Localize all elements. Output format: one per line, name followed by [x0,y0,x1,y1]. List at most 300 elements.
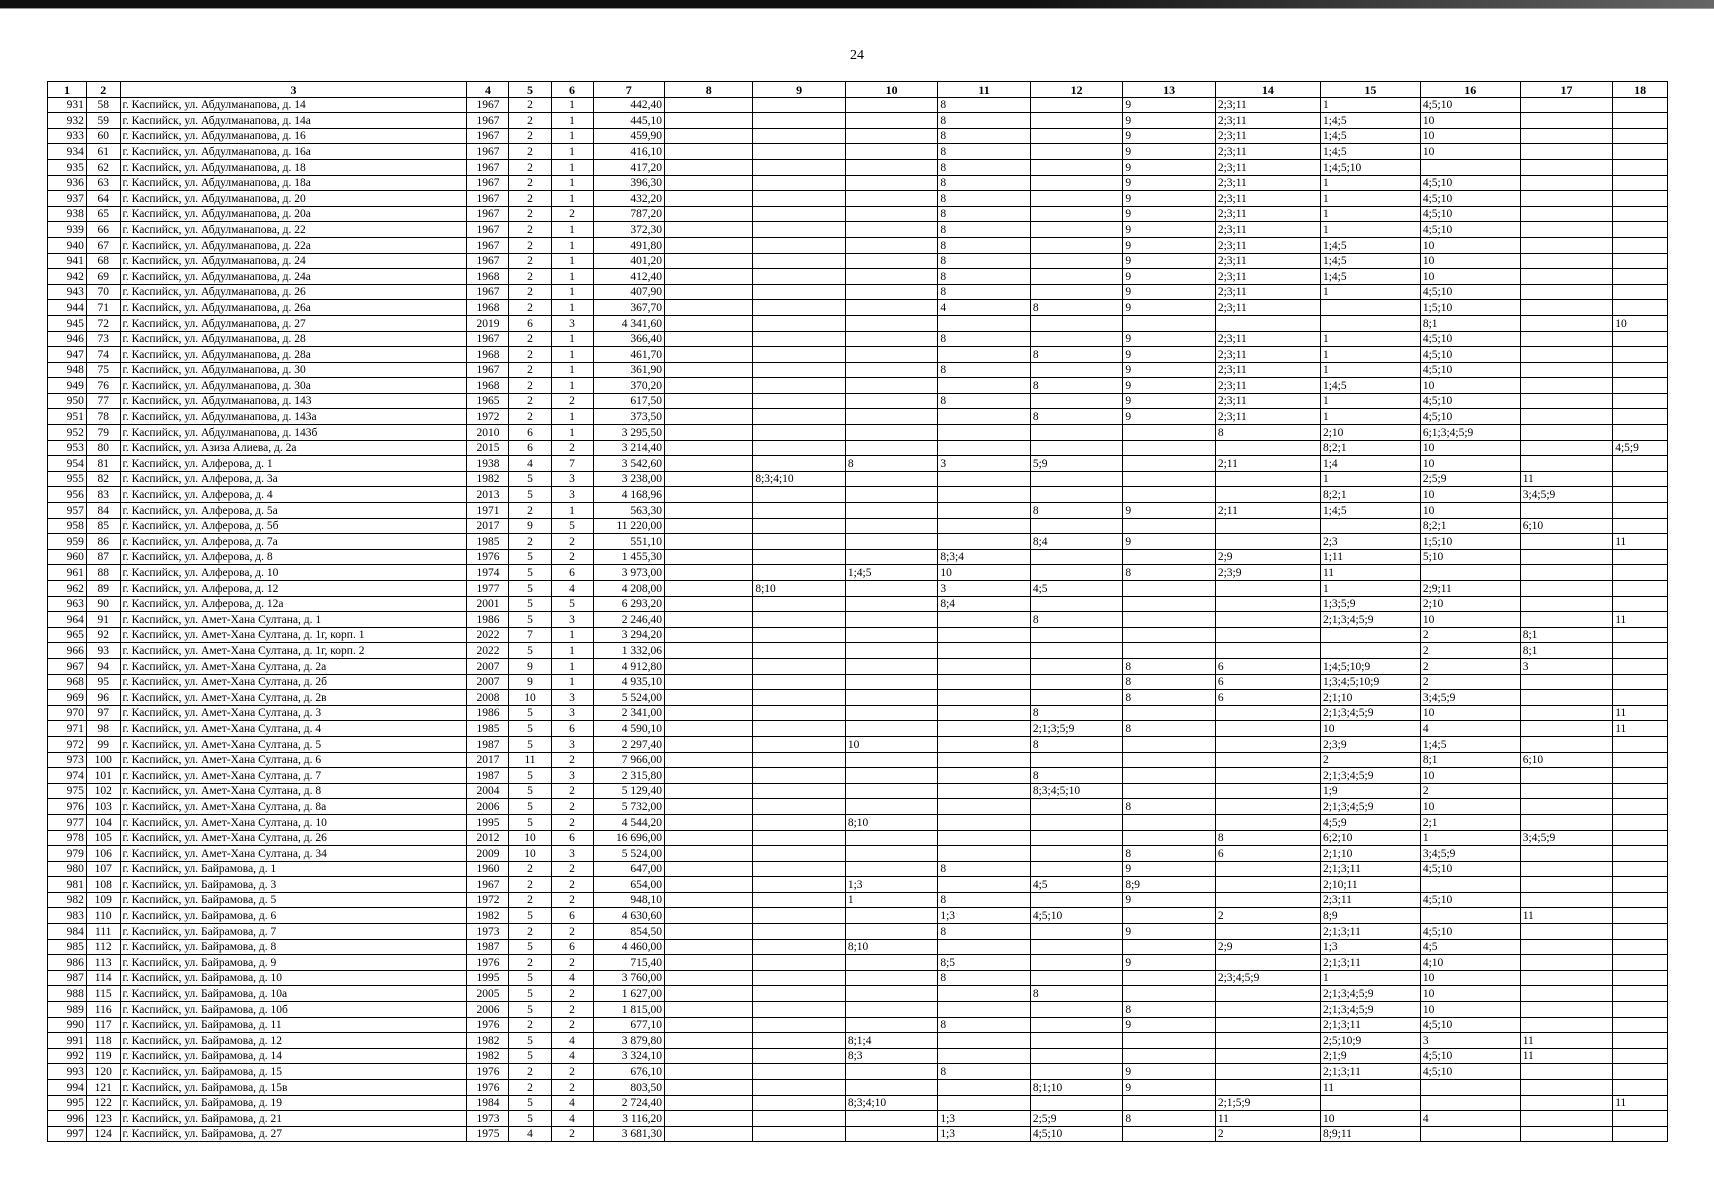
cell-col-14 [1215,627,1320,643]
column-header-11: 11 [938,82,1031,98]
cell-col-13: 9 [1123,861,1216,877]
cell-col-2: 94 [86,658,120,674]
cell-col-8 [665,721,753,737]
cell-col-8 [665,690,753,706]
cell-col-11: 8 [938,393,1031,409]
cell-col-9 [753,877,846,893]
cell-col-3: г. Каспийск, ул. Амет-Хана Султана, д. 1г, корп. 2 [120,643,467,659]
table-row [48,425,1668,441]
cell-col-3: г. Каспийск, ул. Байрамова, д. 5 [120,892,467,908]
cell-col-1: 944 [48,300,87,316]
cell-col-13 [1123,736,1216,752]
cell-col-9 [753,721,846,737]
cell-col-5: 4 [509,1126,551,1142]
cell-col-5: 5 [509,1048,551,1064]
cell-col-14: 2;3;11 [1215,300,1320,316]
cell-col-2: 71 [86,300,120,316]
cell-col-3: г. Каспийск, ул. Амет-Хана Султана, д. 3 [120,705,467,721]
cell-col-14: 6 [1215,658,1320,674]
cell-col-6: 2 [551,440,593,456]
cell-col-7: 787,20 [593,206,664,222]
cell-col-15: 2;1;3;4;5;9 [1320,768,1420,784]
cell-col-4: 2022 [467,627,509,643]
cell-col-14 [1215,986,1320,1002]
cell-col-13 [1123,456,1216,472]
cell-col-2: 76 [86,378,120,394]
cell-col-4: 1972 [467,892,509,908]
cell-col-4: 1938 [467,456,509,472]
cell-col-11: 8;3;4 [938,549,1031,565]
cell-col-10: 8;3;4;10 [845,1095,938,1111]
cell-col-8 [665,128,753,144]
cell-col-15: 1 [1320,191,1420,207]
cell-col-11 [938,768,1031,784]
cell-col-10: 10 [845,736,938,752]
cell-col-10 [845,393,938,409]
cell-col-15: 2;3 [1320,534,1420,550]
cell-col-18 [1613,144,1668,160]
cell-col-14 [1215,1033,1320,1049]
cell-col-11: 8 [938,222,1031,238]
cell-col-18 [1613,846,1668,862]
cell-col-7: 1 815,00 [593,1002,664,1018]
cell-col-2: 108 [86,877,120,893]
cell-col-6: 2 [551,549,593,565]
cell-col-10 [845,253,938,269]
column-header-1: 1 [48,82,87,98]
cell-col-13 [1123,1095,1216,1111]
cell-col-11: 8 [938,284,1031,300]
cell-col-6: 1 [551,674,593,690]
cell-col-15: 1 [1320,362,1420,378]
cell-col-17: 11 [1520,908,1613,924]
cell-col-18 [1613,768,1668,784]
cell-col-13 [1123,705,1216,721]
cell-col-12 [1030,128,1123,144]
cell-col-6: 3 [551,487,593,503]
cell-col-12 [1030,565,1123,581]
cell-col-8 [665,534,753,550]
cell-col-3: г. Каспийск, ул. Алферова, д. 5б [120,518,467,534]
cell-col-1: 942 [48,269,87,285]
cell-col-9 [753,705,846,721]
cell-col-18: 11 [1613,534,1668,550]
cell-col-7: 1 332,06 [593,643,664,659]
cell-col-10: 1;3 [845,877,938,893]
cell-col-3: г. Каспийск, ул. Азиза Алиева, д. 2а [120,440,467,456]
cell-col-5: 4 [509,456,551,472]
cell-col-13: 9 [1123,269,1216,285]
register-table [47,81,1668,1142]
cell-col-17 [1520,939,1613,955]
cell-col-3: г. Каспийск, ул. Абдулманапова, д. 28а [120,347,467,363]
cell-col-17 [1520,861,1613,877]
cell-col-10 [845,674,938,690]
cell-col-8 [665,596,753,612]
cell-col-16: 4 [1420,721,1520,737]
cell-col-18 [1613,191,1668,207]
cell-col-18 [1613,113,1668,129]
cell-col-16: 4;5 [1420,939,1520,955]
cell-col-2: 85 [86,518,120,534]
cell-col-14 [1215,752,1320,768]
cell-col-17: 8;1 [1520,643,1613,659]
cell-col-11 [938,612,1031,628]
cell-col-18 [1613,877,1668,893]
cell-col-6: 4 [551,581,593,597]
cell-col-7: 563,30 [593,503,664,519]
cell-col-16 [1420,908,1520,924]
cell-col-18 [1613,128,1668,144]
cell-col-11: 8 [938,144,1031,160]
cell-col-9 [753,1017,846,1033]
cell-col-14 [1215,736,1320,752]
table-row [48,565,1668,581]
cell-col-9 [753,347,846,363]
cell-col-2: 100 [86,752,120,768]
cell-col-18: 11 [1613,612,1668,628]
column-header-9: 9 [753,82,846,98]
cell-col-10: 8;3 [845,1048,938,1064]
cell-col-11: 8 [938,237,1031,253]
cell-col-6: 1 [551,627,593,643]
table-row [48,986,1668,1002]
cell-col-13 [1123,487,1216,503]
table-row [48,440,1668,456]
cell-col-8 [665,768,753,784]
cell-col-3: г. Каспийск, ул. Амет-Хана Султана, д. 8 [120,783,467,799]
cell-col-7: 3 973,00 [593,565,664,581]
cell-col-11 [938,534,1031,550]
cell-col-13: 9 [1123,144,1216,160]
cell-col-9 [753,768,846,784]
cell-col-8 [665,471,753,487]
column-header-12: 12 [1030,82,1123,98]
cell-col-3: г. Каспийск, ул. Байрамова, д. 10а [120,986,467,1002]
cell-col-8 [665,955,753,971]
cell-col-17 [1520,300,1613,316]
cell-col-13 [1123,1033,1216,1049]
cell-col-10: 8;10 [845,814,938,830]
cell-col-13 [1123,627,1216,643]
cell-col-2: 117 [86,1017,120,1033]
cell-col-12 [1030,97,1123,113]
cell-col-13: 9 [1123,1080,1216,1096]
cell-col-16: 8;2;1 [1420,518,1520,534]
cell-col-7: 459,90 [593,128,664,144]
cell-col-6: 6 [551,721,593,737]
cell-col-15 [1320,300,1420,316]
table-row [48,534,1668,550]
cell-col-8 [665,1111,753,1127]
cell-col-13 [1123,768,1216,784]
cell-col-17 [1520,1080,1613,1096]
table-row [48,658,1668,674]
column-header-14: 14 [1215,82,1320,98]
cell-col-12 [1030,362,1123,378]
cell-col-7: 445,10 [593,113,664,129]
cell-col-16: 10 [1420,487,1520,503]
cell-col-7: 373,50 [593,409,664,425]
cell-col-9: 8;10 [753,581,846,597]
table-row [48,409,1668,425]
table-row [48,159,1668,175]
table-row [48,1002,1668,1018]
cell-col-2: 124 [86,1126,120,1142]
cell-col-7: 361,90 [593,362,664,378]
cell-col-15: 1 [1320,222,1420,238]
cell-col-8 [665,877,753,893]
table-row [48,206,1668,222]
cell-col-1: 962 [48,581,87,597]
cell-col-12 [1030,222,1123,238]
cell-col-11 [938,1002,1031,1018]
cell-col-14 [1215,315,1320,331]
cell-col-16: 4;5;10 [1420,191,1520,207]
table-row [48,783,1668,799]
cell-col-14: 2;1;5;9 [1215,1095,1320,1111]
cell-col-14 [1215,1048,1320,1064]
cell-col-4: 2010 [467,425,509,441]
cell-col-13: 9 [1123,237,1216,253]
table-row [48,924,1668,940]
cell-col-4: 1968 [467,347,509,363]
cell-col-8 [665,581,753,597]
cell-col-12 [1030,253,1123,269]
cell-col-6: 4 [551,1048,593,1064]
cell-col-18 [1613,549,1668,565]
cell-col-15: 1;4;5 [1320,237,1420,253]
cell-col-14: 2;11 [1215,456,1320,472]
cell-col-5: 2 [509,534,551,550]
cell-col-1: 981 [48,877,87,893]
cell-col-9 [753,565,846,581]
cell-col-18 [1613,503,1668,519]
cell-col-6: 6 [551,565,593,581]
cell-col-16: 10 [1420,113,1520,129]
cell-col-1: 933 [48,128,87,144]
cell-col-5: 2 [509,877,551,893]
cell-col-2: 72 [86,315,120,331]
cell-col-12 [1030,674,1123,690]
cell-col-1: 975 [48,783,87,799]
cell-col-3: г. Каспийск, ул. Амет-Хана Султана, д. 26 [120,830,467,846]
cell-col-3: г. Каспийск, ул. Байрамова, д. 1 [120,861,467,877]
cell-col-13 [1123,939,1216,955]
cell-col-18 [1613,861,1668,877]
column-header-2: 2 [86,82,120,98]
cell-col-1: 997 [48,1126,87,1142]
cell-col-14: 2;3;11 [1215,206,1320,222]
cell-col-8 [665,1064,753,1080]
cell-col-11: 8 [938,892,1031,908]
table-row [48,549,1668,565]
cell-col-17: 8;1 [1520,627,1613,643]
cell-col-16: 8;1 [1420,315,1520,331]
cell-col-12: 8 [1030,347,1123,363]
cell-col-9 [753,892,846,908]
column-header-10: 10 [845,82,938,98]
cell-col-12 [1030,487,1123,503]
cell-col-11 [938,627,1031,643]
cell-col-18 [1613,908,1668,924]
cell-col-14 [1215,892,1320,908]
cell-col-9 [753,222,846,238]
cell-col-6: 5 [551,518,593,534]
cell-col-13 [1123,908,1216,924]
cell-col-12: 8 [1030,378,1123,394]
cell-col-7: 366,40 [593,331,664,347]
cell-col-12 [1030,237,1123,253]
cell-col-1: 985 [48,939,87,955]
table-row [48,487,1668,503]
cell-col-2: 88 [86,565,120,581]
cell-col-16: 4;5;10 [1420,347,1520,363]
cell-col-7: 3 295,50 [593,425,664,441]
cell-col-12 [1030,175,1123,191]
cell-col-7: 2 724,40 [593,1095,664,1111]
cell-col-2: 121 [86,1080,120,1096]
cell-col-16: 4;5;10 [1420,1017,1520,1033]
cell-col-16: 10 [1420,768,1520,784]
cell-col-2: 73 [86,331,120,347]
cell-col-4: 1967 [467,237,509,253]
cell-col-7: 372,30 [593,222,664,238]
cell-col-15: 10 [1320,1111,1420,1127]
cell-col-10 [845,612,938,628]
cell-col-8 [665,846,753,862]
cell-col-10 [845,503,938,519]
cell-col-10 [845,159,938,175]
table-row [48,814,1668,830]
cell-col-7: 2 341,00 [593,705,664,721]
cell-col-14 [1215,877,1320,893]
cell-col-15: 2;3;9 [1320,736,1420,752]
cell-col-4: 1967 [467,284,509,300]
cell-col-18 [1613,1002,1668,1018]
cell-col-13 [1123,970,1216,986]
cell-col-16: 8;1 [1420,752,1520,768]
cell-col-4: 1987 [467,736,509,752]
cell-col-14: 2;3;11 [1215,128,1320,144]
cell-col-14: 2;9 [1215,549,1320,565]
cell-col-6: 1 [551,284,593,300]
cell-col-8 [665,1002,753,1018]
cell-col-1: 945 [48,315,87,331]
table-row [48,768,1668,784]
cell-col-1: 964 [48,612,87,628]
cell-col-2: 81 [86,456,120,472]
cell-col-18 [1613,456,1668,472]
cell-col-16: 10 [1420,503,1520,519]
cell-col-7: 4 341,60 [593,315,664,331]
cell-col-6: 4 [551,970,593,986]
cell-col-10 [845,768,938,784]
cell-col-16: 10 [1420,144,1520,160]
cell-col-1: 977 [48,814,87,830]
cell-col-8 [665,222,753,238]
cell-col-12 [1030,690,1123,706]
cell-col-2: 109 [86,892,120,908]
cell-col-18 [1613,814,1668,830]
cell-col-18 [1613,284,1668,300]
cell-col-3: г. Каспийск, ул. Амет-Хана Султана, д. 7 [120,768,467,784]
cell-col-15: 2;10;11 [1320,877,1420,893]
cell-col-14: 2;3;11 [1215,159,1320,175]
table-row [48,846,1668,862]
cell-col-11: 8;5 [938,955,1031,971]
cell-col-10 [845,237,938,253]
cell-col-2: 106 [86,846,120,862]
cell-col-12 [1030,549,1123,565]
cell-col-7: 412,40 [593,269,664,285]
cell-col-14: 6 [1215,674,1320,690]
cell-col-4: 1982 [467,908,509,924]
cell-col-14 [1215,471,1320,487]
cell-col-11 [938,705,1031,721]
cell-col-12 [1030,752,1123,768]
cell-col-5: 2 [509,861,551,877]
cell-col-13: 8 [1123,658,1216,674]
cell-col-9 [753,690,846,706]
cell-col-8 [665,315,753,331]
cell-col-13: 9 [1123,128,1216,144]
cell-col-2: 58 [86,97,120,113]
cell-col-11 [938,315,1031,331]
cell-col-14: 6 [1215,690,1320,706]
cell-col-16: 3;4;5;9 [1420,690,1520,706]
cell-col-10 [845,471,938,487]
cell-col-7: 551,10 [593,534,664,550]
table-row [48,736,1668,752]
cell-col-1: 989 [48,1002,87,1018]
cell-col-11 [938,1095,1031,1111]
cell-col-18 [1613,970,1668,986]
cell-col-13 [1123,752,1216,768]
cell-col-3: г. Каспийск, ул. Абдулманапова, д. 20 [120,191,467,207]
cell-col-1: 941 [48,253,87,269]
cell-col-16: 2;5;9 [1420,471,1520,487]
cell-col-16: 4;5;10 [1420,1064,1520,1080]
cell-col-11 [938,1080,1031,1096]
cell-col-18 [1613,1033,1668,1049]
cell-col-3: г. Каспийск, ул. Байрамова, д. 15в [120,1080,467,1096]
cell-col-17: 3 [1520,658,1613,674]
cell-col-2: 123 [86,1111,120,1127]
cell-col-10 [845,721,938,737]
cell-col-18 [1613,1111,1668,1127]
table-row [48,97,1668,113]
cell-col-16: 5;10 [1420,549,1520,565]
cell-col-12 [1030,206,1123,222]
cell-col-9 [753,1033,846,1049]
cell-col-5: 5 [509,1033,551,1049]
table-body [48,97,1668,1142]
cell-col-4: 2004 [467,783,509,799]
cell-col-5: 5 [509,643,551,659]
cell-col-15 [1320,643,1420,659]
cell-col-3: г. Каспийск, ул. Байрамова, д. 21 [120,1111,467,1127]
cell-col-8 [665,113,753,129]
cell-col-17 [1520,924,1613,940]
cell-col-16: 2 [1420,658,1520,674]
cell-col-12 [1030,159,1123,175]
cell-col-15 [1320,1095,1420,1111]
cell-col-10 [845,549,938,565]
cell-col-11: 8 [938,253,1031,269]
cell-col-2: 118 [86,1033,120,1049]
cell-col-9 [753,908,846,924]
